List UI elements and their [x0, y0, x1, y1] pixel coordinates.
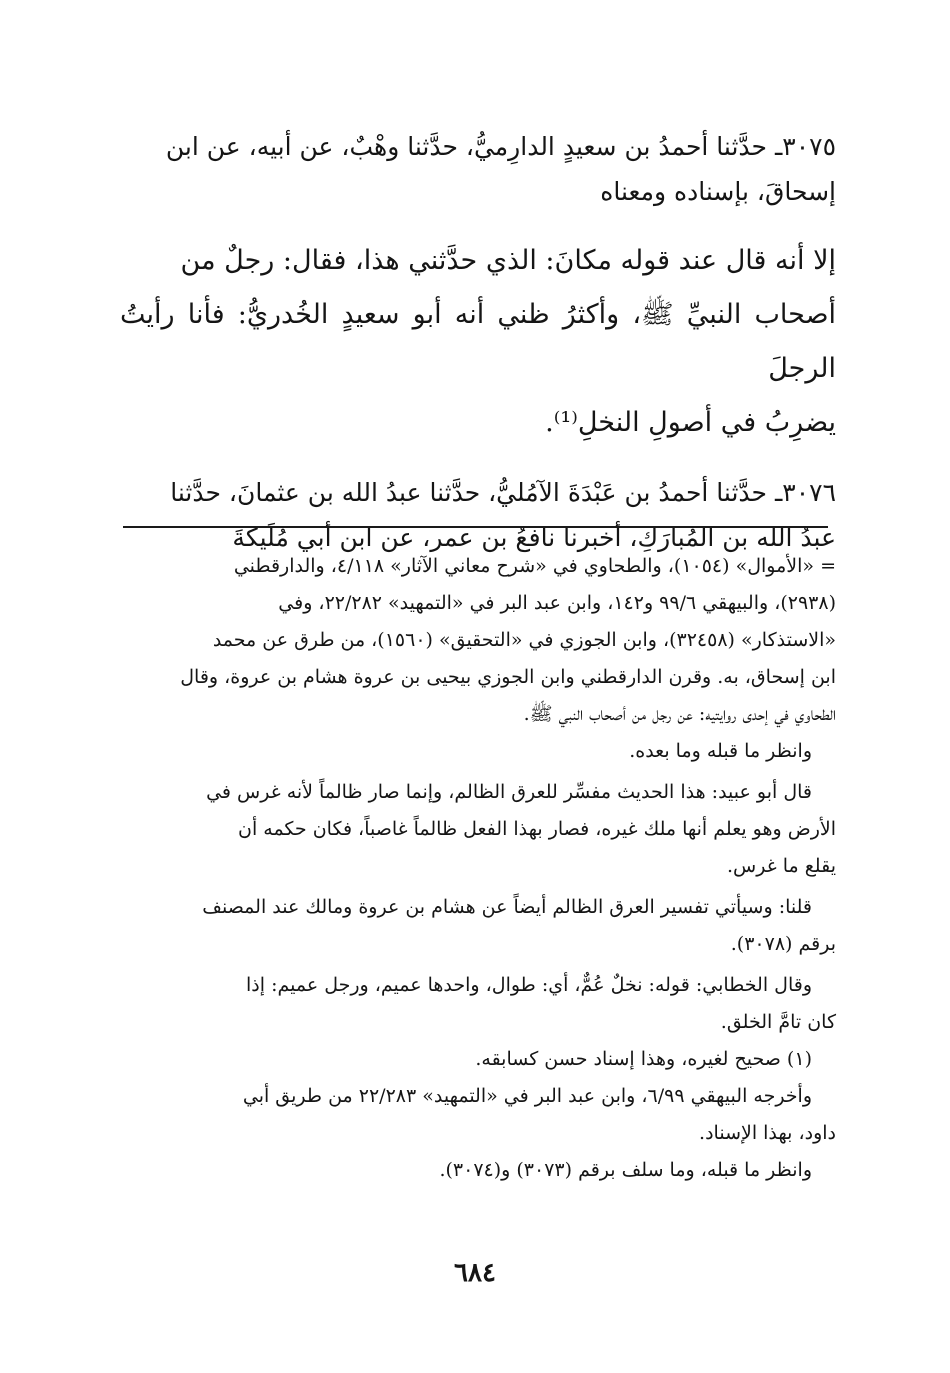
- hadith-3075-continuation: [120, 169, 836, 214]
- see-before-after: وانظر ما قبله وما بعده.: [629, 740, 812, 762]
- footnote-line: ابن إسحاق، به. وقرن الدارقطني وابن الجوزي بيحيى بن عروة هشام بن عروة، وقال: [180, 666, 836, 688]
- footnote-divider: [123, 526, 828, 528]
- footnote-line: برقم (٣٠٧٨).: [730, 933, 836, 955]
- footnote-line: قال أبو عبيد: هذا الحديث مفسِّر للعرق الظالم، وإنما صار ظالماً لأنه غرس في: [206, 781, 812, 803]
- main-text: [120, 124, 836, 560]
- quote-line-2: أصحاب النبيِّ ﷺ، وأكثرُ ظني أنه أبو سعيدٍ الخُدريُّ: فأنا رأيتُ الرجلَ: [120, 299, 836, 384]
- hadith-3076: [120, 470, 836, 560]
- footnote-line: قلنا: وسيأتي تفسير العرق الظالم أيضاً عن هشام بن عروة ومالك عند المصنف: [202, 896, 812, 918]
- khattabi-comment: [114, 967, 836, 1041]
- footnote-line: (٢٩٣٨)، والبيهقي ٩٩/٦ و١٤٢، وابن عبد البر في «التمهيد» ٢٢/٢٨٢، وفي: [278, 592, 836, 614]
- footnote-line: يقلع ما غرس.: [727, 855, 836, 877]
- footnote-line: «الاستذكار» (٣٢٤٥٨)، وابن الجوزي في «التحقيق» (١٥٦٠)، من طرق عن محمد: [212, 629, 836, 651]
- footnotes: [114, 548, 836, 1189]
- see-previous: وانظر ما قبله، وما سلف برقم (٣٠٧٣) و(٣٠٧٤).: [439, 1159, 812, 1181]
- footnote-1: (١) صحيح لغيره، وهذا إسناد حسن كسابقه.: [475, 1048, 812, 1070]
- hadith-3076-line-1: ٣٠٧٦ـ حدَّثنا أحمدُ بن عَبْدَةَ الآمُليُّ، حدَّثنا عبدُ الله بن عثمانَ، حدَّثنا: [170, 478, 836, 507]
- page-number: ٦٨٤: [454, 1258, 496, 1288]
- footnote-line: كان تامَّ الخلق.: [720, 1011, 836, 1033]
- quote-line-1: إلا أنه قال عند قوله مكانَ: الذي حدَّثني هذا، فقال: رجلٌ من: [180, 245, 836, 276]
- takhrij-comment: [114, 1078, 836, 1152]
- hadith-3075-line-2: إسحاقَ، بإسناده ومعناه: [600, 177, 836, 206]
- hadith-3075-line-1: ٣٠٧٥ـ حدَّثنا أحمدُ بن سعيدٍ الدارِميُّ، حدَّثنا وهْبٌ، عن أبيه، عن ابن: [165, 132, 836, 161]
- quote-line-3: يضرِبُ في أصولِ النخلِ⁽¹⁾.: [545, 407, 836, 438]
- qulna-comment: [114, 889, 836, 963]
- footnote-line: الطحاوي في إحدى روايتيه: عن رجل من أصحاب النبي ﷺ.: [523, 703, 836, 725]
- hadith-3076-line-2: عبدُ الله بن المُبارَكِ، أخبرنا نافعُ بن عمر، عن ابن أبي مُلَيكةَ: [232, 523, 836, 552]
- footnote-line: الأرض وهو يعلم أنها ملك غيره، فصار بهذا الفعل ظالماً غاصباً، فكان حكمه أن: [237, 818, 836, 840]
- footnote-line: وقال الخطابي: قوله: نخلٌ عُمٌّ، أي: طوال، واحدها عميم، ورجل عميم: إذا: [246, 974, 812, 996]
- quoted-variant: [120, 234, 836, 450]
- footnote-continued: [114, 548, 836, 733]
- hadith-3075: [120, 124, 836, 169]
- footnote-line: = «الأموال» (١٠٥٤)، والطحاوي في «شرح معاني الآثار» ٤/١١٨، والدارقطني: [233, 555, 836, 577]
- footnote-line: داود، بهذا الإسناد.: [699, 1122, 836, 1144]
- abu-ubaid-comment: [114, 774, 836, 885]
- footnote-line: وأخرجه البيهقي ٦/٩٩، وابن عبد البر في «التمهيد» ٢٢/٢٨٣ من طريق أبي: [242, 1085, 812, 1107]
